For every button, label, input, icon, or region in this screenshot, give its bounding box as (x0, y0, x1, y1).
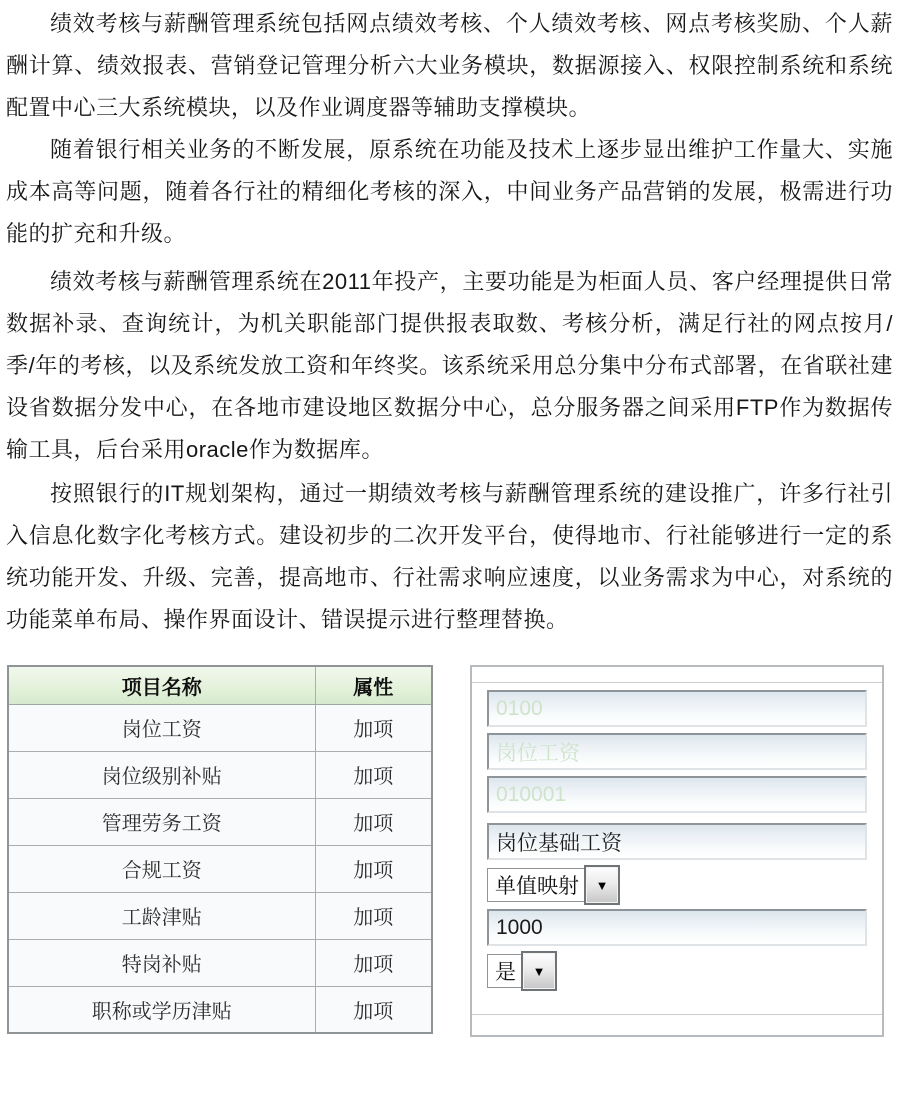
base-name-input[interactable] (487, 823, 867, 860)
item-name-input[interactable] (487, 733, 867, 770)
paragraph-background: 随着银行相关业务的不断发展，原系统在功能及技术上逐步显出维护工作量大、实施成本高等问题，随着各行社的精细化考核的深入，中间业务产品营销的发展，极需进行功能的扩充和升级。 (6, 137, 893, 246)
mapping-type-select[interactable] (487, 865, 620, 905)
table-row (8, 939, 432, 986)
item-name-cell: 职称或学历津贴 (8, 986, 315, 1033)
table-row (8, 986, 432, 1033)
enabled-flag-value: 是 (487, 954, 521, 988)
panel-bottom-divider (472, 1014, 882, 1015)
paragraph-modules: 绩效考核与薪酬管理系统包括网点绩效考核、个人绩效考核、网点考核奖励、个人薪酬计算、绩效报表、营销登记管理分析六大业务模块，数据源接入、权限控制系统和系统配置中心三大系统模块，以及作业调度器等辅助支撑模块。 (6, 11, 893, 120)
attribute-cell: 加项 (315, 939, 432, 986)
paragraph-it-plan: 按照银行的IT规划架构，通过一期绩效考核与薪酬管理系统的建设推广，许多行社引入信息化数字化考核方式。建设初步的二次开发平台，使得地市、行社能够进行一定的系统功能开发、升级、完善，提高地市、行社需求响应速度，以业务需求为中心，对系统的功能菜单布局、操作界面设计、错误提示进行整理替换。 (6, 481, 893, 632)
table-header-row (8, 666, 432, 704)
attribute-cell: 加项 (315, 986, 432, 1033)
table-row (8, 704, 432, 751)
item-name-cell: 合规工资 (8, 845, 315, 892)
item-name-cell: 岗位工资 (8, 704, 315, 751)
amount-input[interactable] (487, 909, 867, 946)
bottom-section (7, 665, 900, 1037)
org-code-input[interactable] (487, 690, 867, 727)
table-row (8, 798, 432, 845)
chevron-down-icon: ▼ (532, 963, 546, 979)
salary-items-table (7, 665, 433, 1034)
mapping-type-dropdown-button[interactable] (584, 865, 620, 905)
attribute-cell: 加项 (315, 845, 432, 892)
item-name-cell: 管理劳务工资 (8, 798, 315, 845)
item-code-input[interactable] (487, 776, 867, 813)
item-edit-form-panel (470, 665, 884, 1037)
enabled-flag-dropdown-button[interactable] (521, 951, 557, 991)
attribute-cell: 加项 (315, 751, 432, 798)
column-header-item-name: 项目名称 (8, 666, 315, 704)
column-header-attribute: 属性 (315, 666, 432, 704)
mapping-type-value: 单值映射 (487, 868, 584, 902)
paragraph-production: 绩效考核与薪酬管理系统在2011年投产，主要功能是为柜面人员、客户经理提供日常数据补录、查询统计，为机关职能部门提供报表取数、考核分析，满足行社的网点按月/季/年的考核，以及系统发放工资和年终奖。该系统采用总分集中分布式部署，在省联社建设省数据分发中心，在各地市建设地区数据分中心，总分服务器之间采用FTP作为数据传输工具，后台采用oracle作为数据库。 (6, 269, 893, 462)
item-name-cell: 岗位级别补贴 (8, 751, 315, 798)
enabled-flag-select[interactable] (487, 951, 557, 991)
attribute-cell: 加项 (315, 798, 432, 845)
attribute-cell: 加项 (315, 892, 432, 939)
table-row (8, 751, 432, 798)
attribute-cell: 加项 (315, 704, 432, 751)
panel-top-divider (472, 682, 882, 683)
item-name-cell: 工龄津贴 (8, 892, 315, 939)
item-name-cell: 特岗补贴 (8, 939, 315, 986)
table-row (8, 845, 432, 892)
table-row (8, 892, 432, 939)
chevron-down-icon: ▼ (595, 877, 609, 893)
